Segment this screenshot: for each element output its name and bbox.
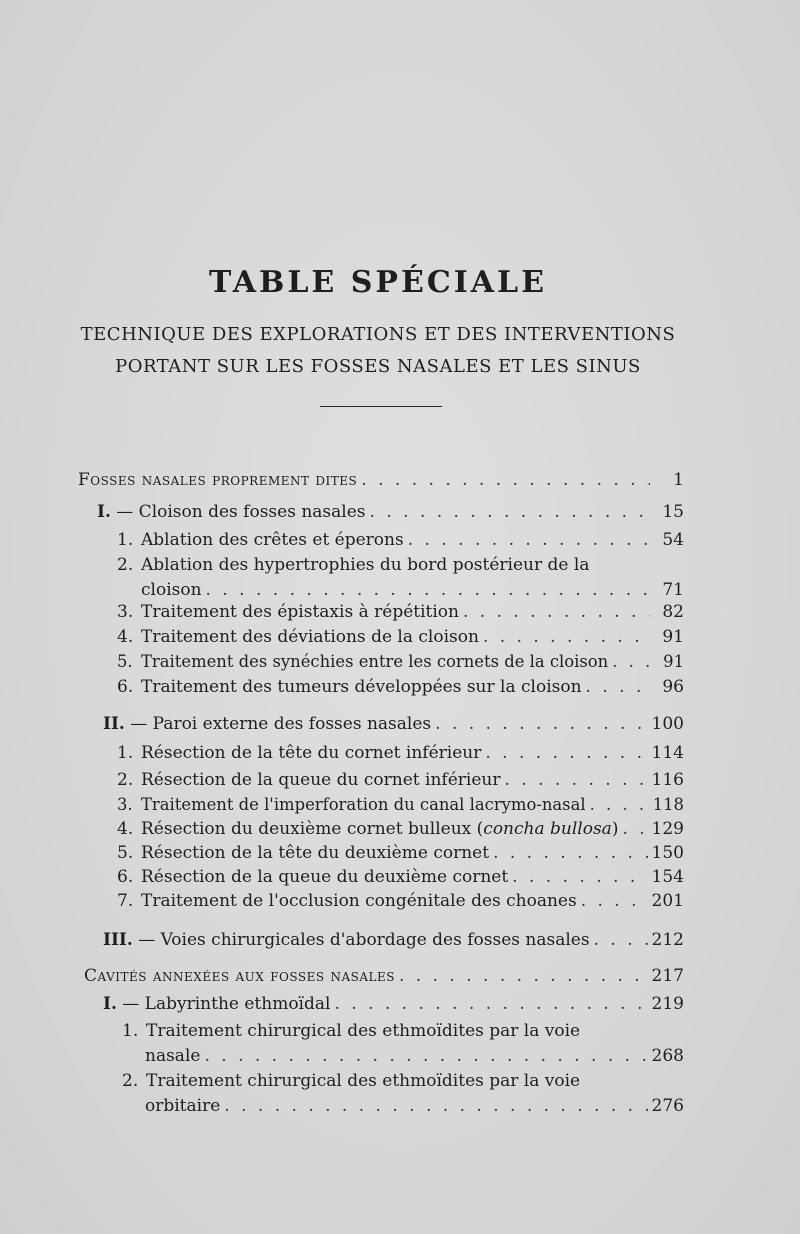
toc-entry-labyrinthe [103,994,684,1014]
dot-leader [224,1096,647,1116]
toc-label: Traitement de l'imperforation du canal lacrymo-nasal [141,795,586,814]
toc-page-number: 116 [651,770,684,790]
toc-item [117,770,684,790]
toc-label: Traitement des tumeurs développées sur la cloison [141,677,582,697]
toc-page-number: 219 [651,994,684,1014]
dot-leader [334,994,647,1014]
toc-label: Traitement des épistaxis à répétition [141,602,459,622]
toc-item [117,555,684,575]
roman-numeral: I. [97,502,111,522]
item-number: 1. [122,1021,139,1041]
toc-page-number: 82 [662,602,684,622]
item-number: 1. [117,530,134,550]
item-number: 5. [117,652,133,671]
toc-item [117,891,684,911]
toc-page-number: 96 [662,677,684,697]
toc-label: Résection de la tête du deuxième cornet [141,843,490,863]
toc-label: — Labyrinthe ethmoïdal [122,994,331,1014]
toc-page-number: 150 [651,843,684,863]
toc-page-number: 129 [651,819,684,839]
toc-page-number: 15 [662,502,684,522]
toc-item [122,1071,684,1091]
dot-leader [435,714,647,734]
item-number: 4. [117,627,134,647]
subtitle-line-1: TECHNIQUE DES EXPLORATIONS ET DES INTERVENTIONS [80,324,676,345]
dot-leader [512,867,647,887]
toc-label: Traitement de l'occlusion congénitale des choanes [141,891,577,911]
dot-leader [204,1046,647,1066]
toc-page-number: 118 [652,795,684,814]
dot-leader [361,470,650,490]
dot-leader [493,843,647,863]
item-number: 2. [117,770,134,790]
toc-page-number: 54 [662,530,684,550]
toc-page-number: 71 [662,580,684,600]
toc-entry-voies [103,930,684,950]
dot-leader [594,930,648,950]
toc-page-number: 268 [651,1046,684,1066]
page-title: TABLE SPÉCIALE [209,265,547,300]
toc-page-number: 91 [662,627,684,647]
item-number: 6. [117,677,134,697]
dot-leader [206,580,650,600]
dot-leader [485,743,647,763]
item-number: 7. [117,891,134,911]
toc-label: Ablation des hypertrophies du bord postérieur de la [141,555,590,575]
toc-page-number: 276 [651,1096,684,1116]
toc-label: Résection de la queue du deuxième cornet [141,867,509,887]
toc-entry-cavites [84,966,684,986]
dot-leader [408,530,650,550]
toc-page-number: 201 [651,891,684,911]
toc-entry-cloison [97,502,684,522]
toc-label: Traitement chirurgical des ethmoïdites par la voie [146,1071,581,1091]
roman-numeral: III. [103,930,133,950]
toc-item [117,843,684,863]
item-number: 6. [117,867,134,887]
toc-item-continuation [145,1096,684,1116]
toc-label: Résection du deuxième cornet bulleux ( [141,819,484,839]
toc-label: Résection de la tête du cornet inférieur [141,743,482,763]
toc-item [117,652,684,671]
item-number: 1. [117,743,134,763]
toc-label-continuation: orbitaire [145,1096,221,1116]
toc-item [117,530,684,550]
toc-item [117,677,684,697]
roman-numeral: II. [103,714,125,734]
toc-label-end: ) [611,819,619,839]
dot-leader [483,627,650,647]
roman-numeral: I. [103,994,117,1014]
dot-leader [622,819,647,839]
dot-leader [463,602,650,622]
toc-page-number: 1 [673,470,684,490]
item-number: 2. [117,555,134,575]
toc-item [117,743,684,763]
toc-item-continuation [141,580,684,600]
toc-label: Traitement des déviations de la cloison [141,627,479,647]
toc-page-number: 212 [651,930,684,950]
divider-rule [320,406,442,407]
toc-label: Résection de la queue du cornet inférieur [141,770,501,790]
toc-label-italic: concha bullosa [483,819,612,839]
dot-leader [504,770,647,790]
item-number: 5. [117,843,134,863]
toc-label: — Voies chirurgicales d'abordage des fosses nasales [138,930,590,950]
item-number: 4. [117,819,134,839]
toc-item [117,795,684,814]
toc-item [117,819,684,839]
item-number: 3. [117,602,134,622]
toc-page-number: 91 [663,652,684,671]
toc-item [122,1021,684,1041]
toc-label-continuation: nasale [145,1046,201,1066]
toc-entry-paroi [103,714,684,734]
toc-item-continuation [145,1046,684,1066]
dot-leader [370,502,650,522]
toc-label-continuation: cloison [141,580,202,600]
toc-label: Traitement des synéchies entre les cornets de la cloison [141,652,609,671]
toc-label: — Paroi externe des fosses nasales [130,714,432,734]
toc-label: — Cloison des fosses nasales [116,502,366,522]
subtitle-line-2: PORTANT SUR LES FOSSES NASALES ET LES SINUS [115,356,641,377]
toc-page-number: 154 [651,867,684,887]
toc-item [117,627,684,647]
item-number: 2. [122,1071,139,1091]
dot-leader [590,795,649,814]
dot-leader [612,652,650,671]
toc-entry-fosses [78,470,684,490]
toc-label: Cavités annexées aux fosses nasales [84,966,395,986]
toc-item [117,867,684,887]
toc-item [117,602,684,622]
toc-page-number: 114 [651,743,684,763]
toc-page-number: 217 [651,966,684,986]
dot-leader [586,677,650,697]
toc-label: Ablation des crêtes et éperons [141,530,404,550]
item-number: 3. [117,795,133,814]
dot-leader [581,891,648,911]
toc-label: Traitement chirurgical des ethmoïdites par la voie [146,1021,581,1041]
toc-page-number: 100 [651,714,684,734]
dot-leader [399,966,648,986]
toc-label: Fosses nasales proprement dites [78,470,358,490]
